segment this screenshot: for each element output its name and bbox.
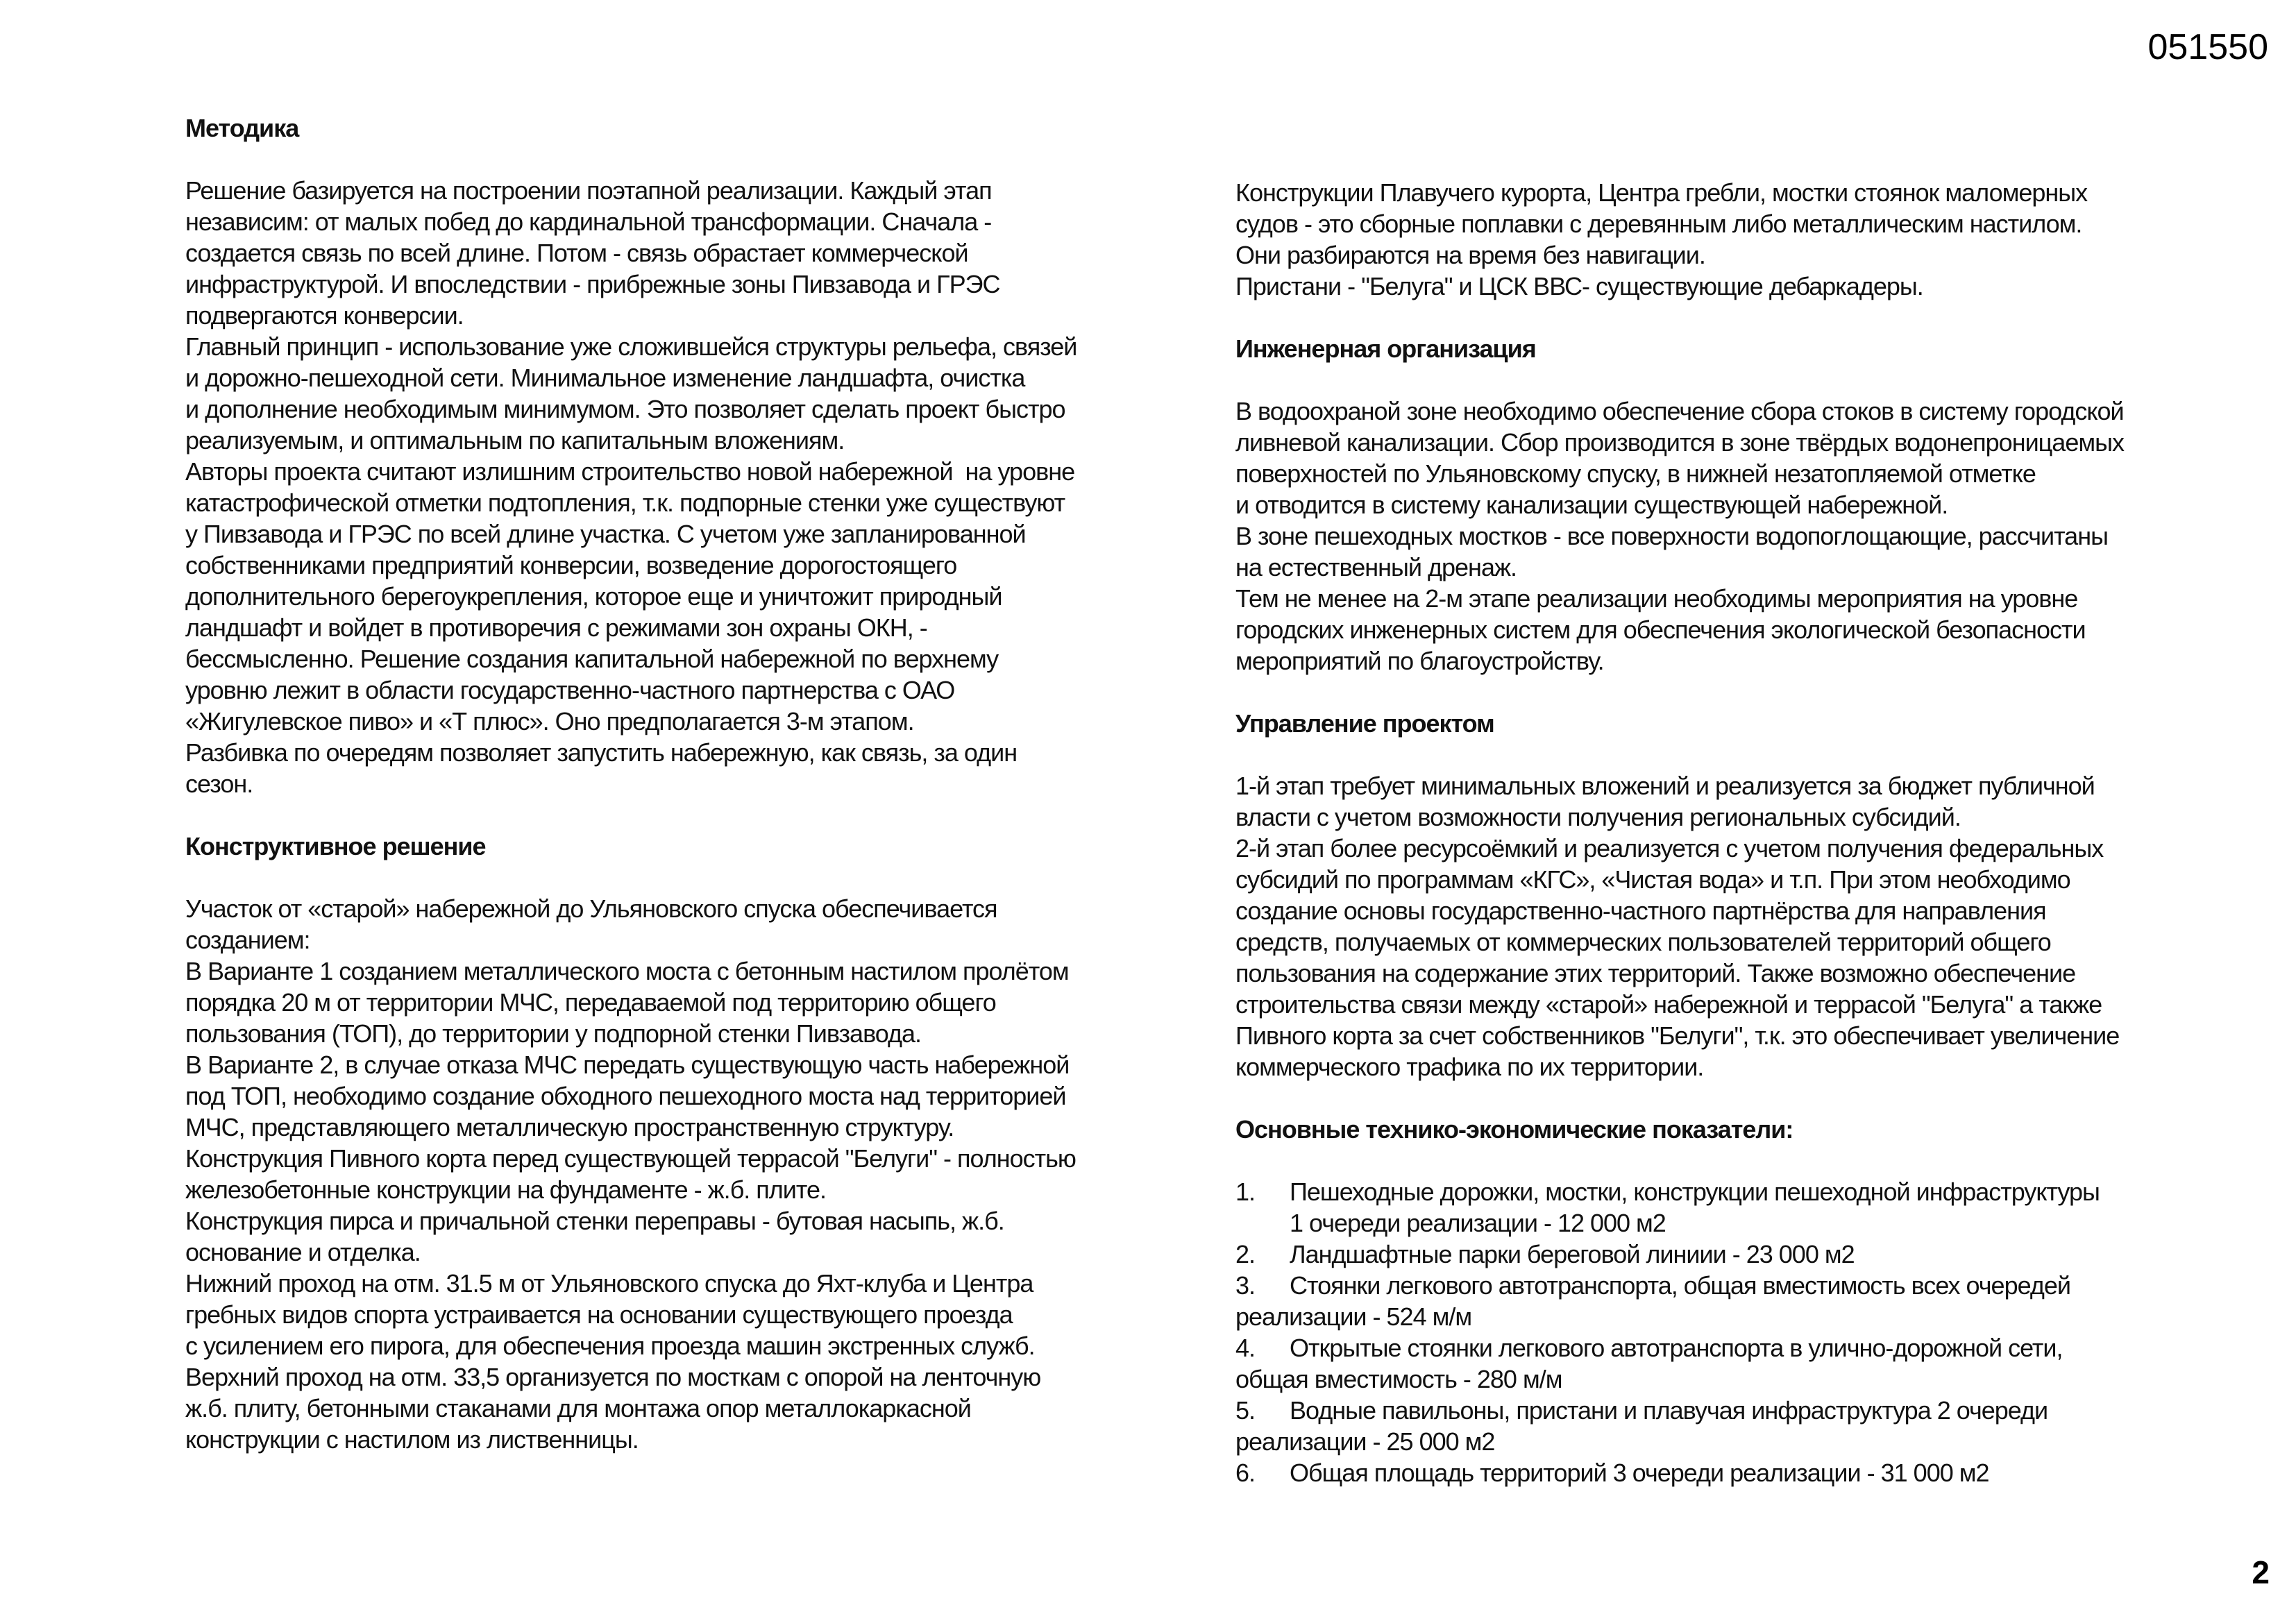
blank-line bbox=[1235, 739, 2249, 770]
text-line: Они разбираются на время без навигации. bbox=[1235, 241, 1705, 269]
text-line: и отводится в систему канализации существующей набережной. bbox=[1235, 491, 1948, 519]
list-item-text: Открытые стоянки легкового автотранспорта в улично-дорожной сети, bbox=[1290, 1334, 2063, 1362]
list-number: 1. bbox=[1235, 1178, 1256, 1206]
section-heading: Управление проектом bbox=[1235, 709, 1494, 738]
text-line: Пристани - "Белуга" и ЦСК ВВС- существующие дебаркадеры. bbox=[1235, 272, 1923, 300]
text-line: пользования (ТОП), до территории у подпорной стенки Пивзавода. bbox=[185, 1019, 922, 1048]
blank-line bbox=[185, 799, 1171, 831]
text-line: «Жигулевское пиво» и «Т плюс». Оно предполагается 3-м этапом. bbox=[185, 707, 914, 736]
list-item-continuation: 1 очереди реализации - 12 000 м2 bbox=[1290, 1209, 1666, 1237]
section-heading: Конструктивное решение bbox=[185, 832, 486, 860]
text-line: Конструкции Плавучего курорта, Центра гребли, мостки стоянок маломерных bbox=[1235, 178, 2088, 207]
text-line: бессмысленно. Решение создания капитальной набережной по верхнему bbox=[185, 645, 999, 673]
text-line: городских инженерных систем для обеспечения экологической безопасности bbox=[1235, 615, 2086, 644]
list-item-text: Пешеходные дорожки, мостки, конструкции пешеходной инфраструктуры bbox=[1290, 1178, 2100, 1206]
text-line: создание основы государственно-частного партнёрства для направления bbox=[1235, 897, 2046, 925]
text-line: на естественный дренаж. bbox=[1235, 553, 1517, 581]
text-line: Верхний проход на отм. 33,5 организуется по мосткам с опорой на ленточную bbox=[185, 1363, 1041, 1391]
text-line: Тем не менее на 2-м этапе реализации необходимы мероприятия на уровне bbox=[1235, 584, 2078, 613]
right-column bbox=[1235, 177, 2249, 1488]
text-line: катастрофической отметки подтопления, т.к. подпорные стенки уже существуют bbox=[185, 488, 1065, 517]
blank-line bbox=[1235, 1145, 2249, 1176]
list-item-text: Общая площадь территорий 3 очереди реализации - 31 000 м2 bbox=[1290, 1459, 1989, 1487]
text-line: мероприятий по благоустройству. bbox=[1235, 647, 1604, 675]
left-column bbox=[185, 112, 1171, 1455]
text-line: МЧС, представляющего металлическую пространственную структуру. bbox=[185, 1113, 954, 1141]
text-line: подвергаются конверсии. bbox=[185, 301, 464, 330]
text-line: судов - это сборные поплавки с деревянным либо металлическим настилом. bbox=[1235, 210, 2082, 238]
text-line: пользования на содержание этих территорий. Также возможно обеспечение bbox=[1235, 959, 2076, 987]
list-item bbox=[1235, 1395, 2249, 1426]
list-item-text: Водные павильоны, пристани и плавучая инфраструктура 2 очереди bbox=[1290, 1396, 2048, 1425]
blank-line bbox=[185, 862, 1171, 893]
text-line: железобетонные конструкции на фундаменте - ж.б. плите. bbox=[185, 1175, 827, 1204]
list-item-continuation: реализации - 25 000 м2 bbox=[1235, 1427, 1495, 1456]
list-item bbox=[1235, 1332, 2249, 1363]
text-line: конструкции с настилом из лиственницы. bbox=[185, 1425, 639, 1454]
text-line: основание и отделка. bbox=[185, 1238, 421, 1266]
text-line: Участок от «старой» набережной до Ульяновского спуска обеспечивается bbox=[185, 894, 997, 923]
list-item bbox=[1235, 1239, 2249, 1270]
text-line: Нижний проход на отм. 31.5 м от Ульяновского спуска до Яхт-клуба и Центра bbox=[185, 1269, 1033, 1298]
text-line: Пивного корта за счет собственников "Белуги", т.к. это обеспечивает увеличение bbox=[1235, 1021, 2120, 1050]
blank-line bbox=[1235, 302, 2249, 333]
section-heading: Основные технико-экономические показатели: bbox=[1235, 1115, 1793, 1144]
text-line: гребных видов спорта устраивается на основании существующего проезда bbox=[185, 1300, 1013, 1329]
text-line: созданием: bbox=[185, 926, 310, 954]
text-line: порядка 20 м от территории МЧС, передаваемой под территорию общего bbox=[185, 988, 996, 1017]
text-line: В Варианте 1 созданием металлического моста с бетонным настилом пролётом bbox=[185, 957, 1069, 985]
text-line: В водоохраной зоне необходимо обеспечение сбора стоков в систему городской bbox=[1235, 397, 2124, 425]
blank-line bbox=[1235, 1082, 2249, 1114]
list-item-continuation: реализации - 524 м/м bbox=[1235, 1302, 1472, 1331]
text-line: с усилением его пирога, для обеспечения проезда машин экстренных служб. bbox=[185, 1332, 1035, 1360]
list-number: 3. bbox=[1235, 1271, 1256, 1300]
list-number: 4. bbox=[1235, 1334, 1256, 1362]
list-number: 5. bbox=[1235, 1396, 1256, 1425]
list-item-text: Ландшафтные парки береговой линиии - 23 000 м2 bbox=[1290, 1240, 1855, 1268]
list-item bbox=[1235, 1176, 2249, 1207]
text-line: инфраструктурой. И впоследствии - прибрежные зоны Пивзавода и ГРЭС bbox=[185, 270, 1000, 298]
text-line: коммерческого трафика по их территории. bbox=[1235, 1053, 1704, 1081]
text-line: 1-й этап требует минимальных вложений и реализуется за бюджет публичной bbox=[1235, 772, 2095, 800]
text-line: собственниками предприятий конверсии, возведение дорогостоящего bbox=[185, 551, 957, 579]
list-item bbox=[1235, 1270, 2249, 1301]
section-heading: Инженерная организация bbox=[1235, 334, 1536, 363]
text-line: реализуемым, и оптимальным по капитальным вложениям. bbox=[185, 426, 845, 454]
blank-line bbox=[1235, 677, 2249, 708]
list-number: 6. bbox=[1235, 1459, 1256, 1487]
blank-line bbox=[1235, 364, 2249, 396]
page-number: 2 bbox=[2252, 1554, 2270, 1590]
text-line: Конструкция Пивного корта перед существующей террасой "Белуги" - полностью bbox=[185, 1144, 1076, 1173]
text-line: средств, получаемых от коммерческих пользователей территорий общего bbox=[1235, 928, 2051, 956]
text-line: 2-й этап более ресурсоёмкий и реализуется с учетом получения федеральных bbox=[1235, 834, 2104, 863]
text-line: ландшафт и войдет в противоречия с режимами зон охраны ОКН, - bbox=[185, 613, 927, 642]
text-line: Решение базируется на построении поэтапной реализации. Каждый этап bbox=[185, 176, 992, 205]
text-line: субсидий по программам «КГС», «Чистая вода» и т.п. При этом необходимо bbox=[1235, 865, 2070, 894]
text-line: В Варианте 2, в случае отказа МЧС передать существующую часть набережной bbox=[185, 1051, 1070, 1079]
text-line: поверхностей по Ульяновскому спуску, в нижней незатопляемой отметке bbox=[1235, 459, 2036, 488]
text-line: и дополнение необходимым минимумом. Это позволяет сделать проект быстро bbox=[185, 395, 1065, 423]
text-line: Главный принцип - использование уже сложившейся структуры рельефа, связей bbox=[185, 332, 1077, 361]
text-line: сезон. bbox=[185, 770, 253, 798]
text-line: дополнительного берегоукрепления, которое еще и уничтожит природный bbox=[185, 582, 1002, 611]
text-line: Разбивка по очередям позволяет запустить набережную, как связь, за один bbox=[185, 738, 1018, 767]
list-item-continuation: общая вместимость - 280 м/м bbox=[1235, 1365, 1562, 1393]
section-heading: Методика bbox=[185, 114, 299, 142]
text-line: В зоне пешеходных мостков - все поверхности водопоглощающие, рассчитаны bbox=[1235, 522, 2108, 550]
text-line: уровню лежит в области государственно-частного партнерства с ОАО bbox=[185, 676, 955, 704]
text-line: Авторы проекта считают излишним строительство новой набережной на уровне bbox=[185, 457, 1075, 486]
text-line: под ТОП, необходимо создание обходного пешеходного моста над территорией bbox=[185, 1082, 1066, 1110]
text-line: ж.б. плиту, бетонными стаканами для монтажа опор металлокаркасной bbox=[185, 1394, 971, 1422]
document-number: 051550 bbox=[2147, 27, 2268, 67]
list-item-text: Стоянки легкового автотранспорта, общая вместимость всех очередей bbox=[1290, 1271, 2070, 1300]
text-line: независим: от малых побед до кардинальной трансформации. Сначала - bbox=[185, 207, 992, 236]
text-line: власти с учетом возможности получения региональных субсидий. bbox=[1235, 803, 1961, 831]
blank-line bbox=[185, 144, 1171, 175]
list-item bbox=[1235, 1457, 2249, 1488]
text-line: и дорожно-пешеходной сети. Минимальное изменение ландшафта, очистка bbox=[185, 364, 1025, 392]
text-line: создается связь по всей длине. Потом - связь обрастает коммерческой bbox=[185, 239, 968, 267]
text-line: ливневой канализации. Сбор производится в зоне твёрдых водонепроницаемых bbox=[1235, 428, 2124, 457]
text-line: Конструкция пирса и причальной стенки переправы - бутовая насыпь, ж.б. bbox=[185, 1207, 1004, 1235]
list-number: 2. bbox=[1235, 1240, 1256, 1268]
text-line: у Пивзавода и ГРЭС по всей длине участка. С учетом уже запланированной bbox=[185, 520, 1026, 548]
text-line: строительства связи между «старой» набережной и террасой "Белуга" а также bbox=[1235, 990, 2102, 1019]
